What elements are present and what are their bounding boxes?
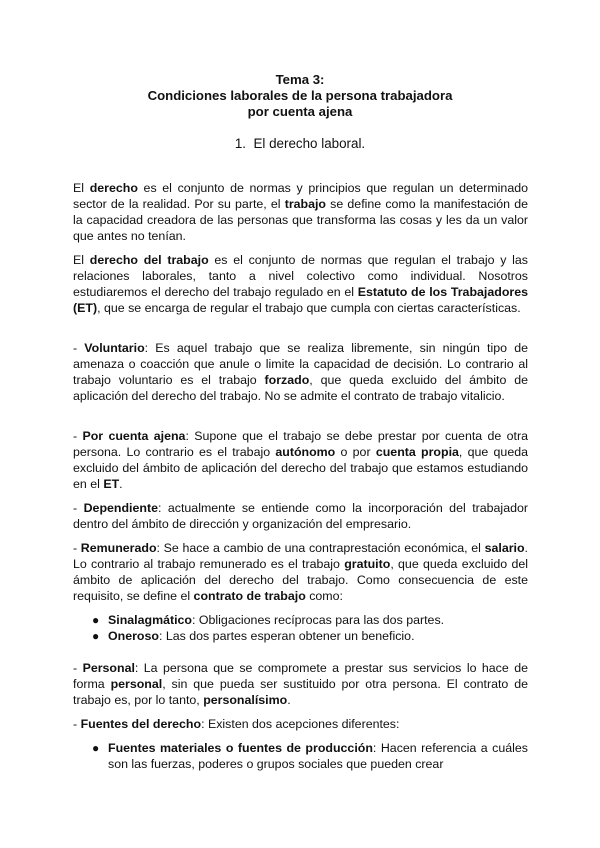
list-item: ● Oneroso: Las dos partes esperan obtener un beneficio. <box>92 629 415 643</box>
term-autonomo: autónomo <box>275 445 336 459</box>
term-personalisimo: personalísimo <box>203 693 288 707</box>
title-line-2: Condiciones laborales de la persona trabajadora <box>147 88 453 103</box>
title-line-1: Tema 3: <box>275 72 325 87</box>
term-estatuto: Estatuto de los Trabajadores (ET) <box>73 285 528 315</box>
bullet-icon: ● <box>92 629 100 643</box>
paragraph-dependiente: - Dependiente: actualmente se entiende como la incorporación del trabajador dentro del ámbito de dirección y organización del empresario. <box>73 501 528 531</box>
list-item: ● Fuentes materiales o fuentes de producción: Hacen referencia a cuáles son las fuerzas, poderes o grupos sociales que pueden crear <box>92 741 528 771</box>
section-title: El derecho laboral. <box>253 136 366 151</box>
term-et: ET <box>103 477 120 491</box>
bullet-icon: ● <box>92 613 100 627</box>
paragraph-fuentes: - Fuentes del derecho: Existen dos acepciones diferentes: <box>73 717 400 731</box>
term-salario: salario <box>484 541 525 555</box>
paragraph-voluntario: - Voluntario: Es aquel trabajo que se realiza libremente, sin ningún tipo de amenaza o coacción que anule o limite la capacidad de decisión. Lo contrario al trabajo voluntario es el trabajo forzado, que queda excluido del ámbito de aplicación del derecho del trabajo. No se admite el contrato de trabajo vitalicio. <box>73 341 528 403</box>
paragraph-por-cuenta-ajena: - Por cuenta ajena: Supone que el trabajo se debe prestar por cuenta de otra persona. Lo contrario es el trabajo autónomo o por cuenta propia, que queda excluido del ámbito de aplicación del derecho del trabajo que estamos estudiando en el ET. <box>73 429 528 491</box>
paragraph-derecho-del-trabajo: El derecho del trabajo es el conjunto de normas que regulan el trabajo y las relaciones laborales, tanto a nivel colectivo como individual. Nosotros estudiaremos el derecho del trabajo regulado en el Estatuto de los Trabajadores (ET), que se encarga de regular el trabajo que cumpla con ciertas características. <box>73 253 528 315</box>
sources-list <box>92 740 528 772</box>
list-item: ● Sinalagmático: Obligaciones recíprocas para las dos partes. <box>92 613 445 627</box>
term-voluntario: Voluntario <box>84 341 145 355</box>
paragraph-derecho: El derecho es el conjunto de normas y principios que regulan un determinado sector de la realidad. Por su parte, el trabajo se define como la manifestación de la capacidad creadora de las personas que transforma las cosas y les da un valor que antes no tenían. <box>73 181 529 243</box>
term-dependiente: Dependiente <box>83 501 158 515</box>
term-forzado: forzado <box>264 373 310 387</box>
term-derecho-del-trabajo: derecho del trabajo <box>89 253 209 267</box>
term-por-cuenta-ajena: Por cuenta ajena <box>82 429 186 443</box>
term-derecho: derecho <box>89 181 138 195</box>
contract-characteristics-list <box>92 612 528 644</box>
bullet-icon: ● <box>92 741 100 755</box>
paragraph-remunerado: - Remunerado: Se hace a cambio de una contraprestación económica, el salario. Lo contrario al trabajo remunerado es el trabajo gratuito, que queda excluido del ámbito de aplicación del derecho del trabajo. Como consecuencia de este requisito, se define el contrato de trabajo como: <box>73 541 528 603</box>
section-number: 1. <box>234 136 247 151</box>
paragraph-personal: - Personal: La persona que se compromete a prestar sus servicios lo hace de forma personal, sin que pueda ser sustituido por otra persona. El contrato de trabajo es, por lo tanto, personalísimo. <box>73 661 528 707</box>
section-heading <box>0 136 600 152</box>
term-gratuito: gratuito <box>344 557 391 571</box>
term-cuenta-propia: cuenta propia <box>375 445 459 459</box>
term-remunerado: Remunerado <box>80 541 157 555</box>
term-fuentes: Fuentes del derecho <box>80 717 202 731</box>
term-personal: Personal <box>82 661 135 675</box>
term-personal-2: personal <box>110 677 163 691</box>
title-line-3: por cuenta ajena <box>247 104 353 119</box>
term-trabajo: trabajo <box>284 197 326 211</box>
term-contrato-de-trabajo: contrato de trabajo <box>193 589 306 603</box>
